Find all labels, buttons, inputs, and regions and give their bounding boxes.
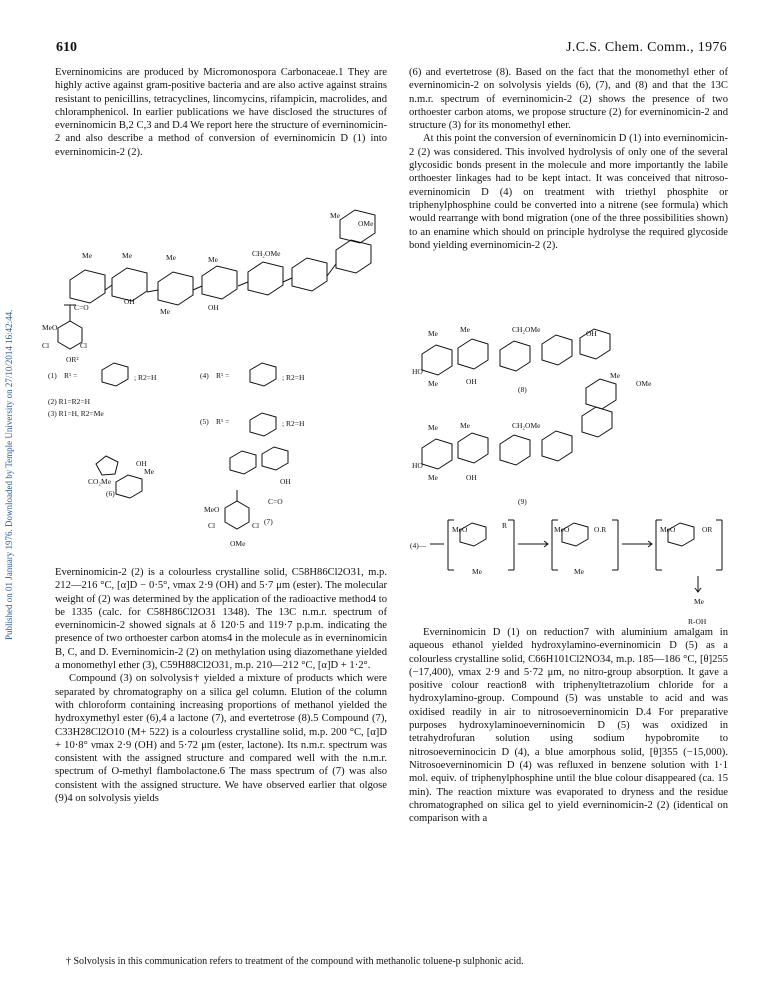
right-para-2: At this point the conversion of everninomicin D (1) into everninomicin-2 (2) was considered. This involved hydrolysis of only one of the several glycosidic bonds present in the molecule and more importantly the labile orthoester linkages had to be kept intact. It was conceived that nitroso-everninomicin D (4) on treatment with triethyl phosphite or triphenylphosphine could be converted into a nitrene (see formula) which would rearrange with bond migration (one of the three possibilities shown) to an enamine which should on principle hydrolyse the required glycoside bond yielding everninomicin-2 (2). — [409, 133, 728, 251]
label-r2h-c: ; R2=H — [282, 419, 305, 428]
page-number: 610 — [56, 40, 77, 55]
svg-text:Me: Me — [460, 325, 470, 334]
svg-text:Me: Me — [428, 379, 438, 388]
svg-text:Cl: Cl — [208, 521, 216, 530]
label-r2h-a: ; R2=H — [134, 373, 157, 382]
right-para-1: (6) and evertetrose (8). Based on the fact that the monomethyl ether of everninomicin-2 on solvolysis yields (6), (7), and (8) and that the 13C n.m.r. spectrum of everninomicin-2 (2) shows the presence of two orthoester carbon atoms, we propose structure (2) for everninomicin-2 and structure (3) for its monomethyl ether. — [409, 67, 728, 132]
label-r2h-b: ; R2=H — [282, 373, 305, 382]
svg-text:Me: Me — [428, 329, 438, 338]
label-9: (9) — [518, 497, 527, 506]
svg-text:Cl: Cl — [42, 341, 50, 350]
svg-text:Me: Me — [208, 255, 218, 264]
label-3: (3) R1=H, R2=Me — [48, 409, 104, 418]
svg-text:Me: Me — [428, 423, 438, 432]
left-para-3: Compound (3) on solvolysis† yielded a mixture of products which were separated by chromatography on a silica gel column. Elution of the column with chloroform containing increasing proportions of methanol yielded the hydroxymethyl ester (6),4 a lactone (7), and evertetrose (8).5 Compound (7), C33H28Cl2O10 (M+ 522) is a colourless crystalline solid, m.p. 200 °C, [α]D + 10·8° νmax 2·9 (OH) and 5·72 μm (ester, lactone). Its n.m.r. spectrum was consistent with the assigned structure and compared well with the n.m.r. spectrum of O-methyl flambolactone.6 The mass spectrum of (7) was also consistent with the assigned structure. We have observed earlier that olgose (9)4 on solvolysis yields — [55, 673, 387, 805]
right-body — [409, 626, 728, 825]
download-sidebar[interactable]: Published on 01 January 1976. Downloaded by Temple University on 27/10/2014 16:42:44. — [4, 309, 14, 640]
svg-text:OMe: OMe — [230, 539, 246, 548]
svg-text:Me: Me — [428, 473, 438, 482]
svg-text:CH₂OMe: CH₂OMe — [252, 249, 281, 258]
svg-text:Me: Me — [122, 251, 132, 260]
label-1: (1) — [48, 371, 57, 380]
right-top — [409, 66, 728, 252]
svg-text:OH: OH — [136, 459, 147, 468]
journal-header: J.C.S. Chem. Comm., 1976 — [566, 40, 727, 55]
svg-text:OH: OH — [586, 329, 597, 338]
arrow-start: (4)— — [410, 541, 427, 550]
structures-left — [40, 210, 400, 560]
footnote: † Solvolysis in this communication refers to treatment of the compound with methanolic toluene-p sulphonic acid. — [66, 956, 524, 967]
svg-text:Me: Me — [472, 567, 482, 576]
svg-text:OH: OH — [208, 303, 219, 312]
label-7: (7) — [264, 517, 273, 526]
svg-text:Me: Me — [144, 467, 154, 476]
left-para-2: Everninomicin-2 (2) is a colourless crystalline solid, C58H86Cl2O31, m.p. 212—216 °C, [α]D − 0·5°, νmax 2·9 (OH) and 5·7 μm (ester). The molecular weight of (2) was determined by the application of the radioactive method4 to be 1335 (calc. for C58H86Cl2O31 1348). The 13C n.m.r. spectrum of everninomicin-2 showed signals at δ 120·5 and 119·7 p.p.m. indicating the presence of two orthoester carbon atoms4 in the molecule as in everninomicin B, C, and D. Everninomicin-2 (2) on methylation using diazomethane yielded a monomethyl ether (3), C59H88Cl2O31, m.p. 210—212 °C, [α]D + 1·2°. — [55, 567, 387, 672]
svg-text:OH: OH — [280, 477, 291, 486]
svg-text:Me: Me — [160, 307, 170, 316]
svg-text:OH: OH — [466, 473, 477, 482]
svg-text:MeO: MeO — [42, 323, 58, 332]
svg-text:MeO: MeO — [554, 525, 570, 534]
label-4: (4) — [200, 371, 209, 380]
svg-text:R¹ =: R¹ = — [64, 371, 78, 380]
svg-text:C=O: C=O — [74, 303, 89, 312]
svg-text:R¹ =: R¹ = — [216, 417, 230, 426]
svg-text:Me: Me — [82, 251, 92, 260]
svg-text:R¹ =: R¹ = — [216, 371, 230, 380]
svg-text:OMe: OMe — [636, 379, 652, 388]
intro-paragraph: Everninomicins are produced by Micromonospora Carbonaceae.1 They are highly active against gram-positive bacteria and are also active against strains resistant to penicillins, tetracyclines, lincomycins, rifampicin, macrolides, and chloramphenicol. In earlier publications we have disclosed the structures of everninomicin B,2 C,3 and D.4 We report here the structure of everninomicin-2 and also describe a method of conversion of everninomicin D (1) into everninomicin-2 (2). — [55, 67, 387, 158]
svg-text:OMe: OMe — [358, 219, 374, 228]
svg-text:Me: Me — [574, 567, 584, 576]
structures-right — [410, 320, 740, 626]
svg-text:OR: OR — [702, 525, 713, 534]
svg-text:CH₂OMe: CH₂OMe — [512, 421, 541, 430]
label-8: (8) — [518, 385, 527, 394]
svg-text:CO₂Me: CO₂Me — [88, 477, 112, 486]
svg-text:OH: OH — [466, 377, 477, 386]
left-intro — [55, 66, 387, 159]
svg-text:HO: HO — [412, 367, 423, 376]
svg-text:OH: OH — [124, 297, 135, 306]
svg-text:Cl: Cl — [80, 341, 88, 350]
svg-text:MeO: MeO — [452, 525, 468, 534]
svg-text:OR²: OR² — [66, 355, 79, 364]
label-6: (6) — [106, 489, 115, 498]
svg-text:C=O: C=O — [268, 497, 283, 506]
svg-text:Me: Me — [694, 597, 704, 606]
svg-text:Me: Me — [166, 253, 176, 262]
svg-text:CH₂OMe: CH₂OMe — [512, 325, 541, 334]
right-para-3: Everninomicin D (1) on reduction7 with aluminium amalgam in aqueous ethanol yielded hydroxylamino-everninomicin D (5) as a colourless crystalline solid, C66H101Cl2NO34, m.p. 185—186 °C, [θ]255 (−17,400), νmax 2·9 and 5·72 μm, no nitro-group absorption. It gave a positive colour reaction8 with triphenyltetrazolium chloride for a hydroxylamino-group. Compound (5) was unstable to acid and was oxidised readily in air to nitrosoeverninomicin D.4 For preparative purposes hydroxylaminoeverninomicin D (5) was oxidized in tetrahydrofuran solution using sodium hypobromite to nitrosoeverninocicin D (4), a blue amorphous solid, [θ]355 (−15,000). Nitrosoeverninomicin D (4) was refluxed in benzene solution with 1·1 mol. equiv. of triphenylphosphine until the blue colour disappeared (ca. 15 min). The reaction mixture was evaporated to dryness and the residue chromatographed on silica gel to yield everninomicin-2 (2) (identical on comparison with a — [409, 627, 728, 825]
svg-text:R: R — [502, 521, 508, 530]
svg-text:O.R: O.R — [594, 525, 607, 534]
svg-text:MeO: MeO — [204, 505, 220, 514]
svg-text:MeO: MeO — [660, 525, 676, 534]
svg-text:Me: Me — [460, 421, 470, 430]
svg-text:Cl: Cl — [252, 521, 260, 530]
svg-text:Me: Me — [610, 371, 620, 380]
label-2: (2) R1=R2=H — [48, 397, 91, 406]
label-roh: R-OH — [688, 617, 707, 626]
svg-text:HO: HO — [412, 461, 423, 470]
left-body — [55, 566, 387, 805]
svg-text:Me: Me — [330, 211, 340, 220]
label-5: (5) — [200, 417, 209, 426]
